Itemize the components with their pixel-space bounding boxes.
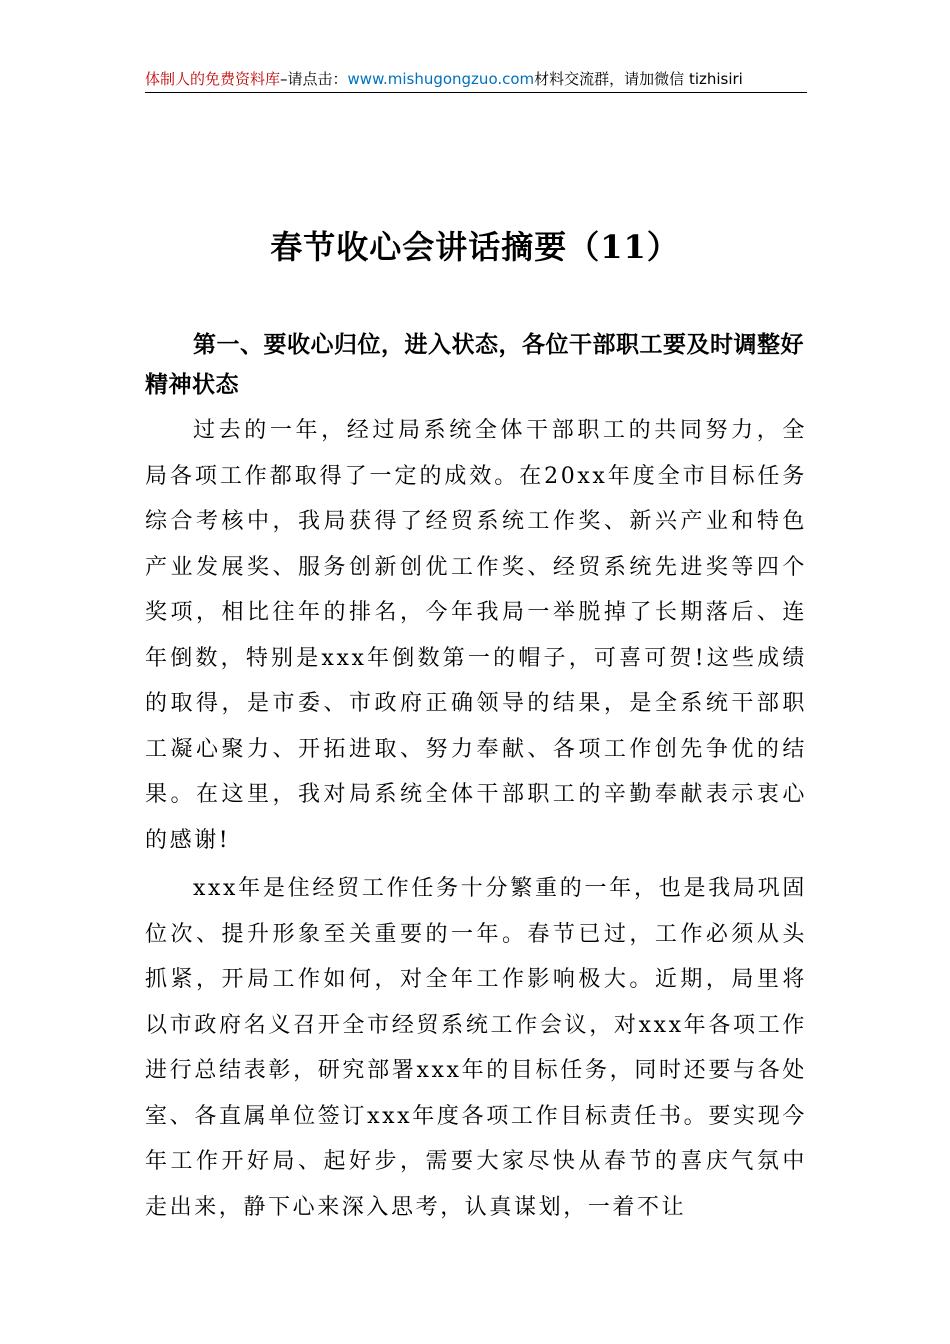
wechat-note: 材料交流群，请加微信 tizhisiri bbox=[534, 70, 743, 88]
page-header bbox=[145, 68, 807, 90]
site-name: 体制人的免费资料库 bbox=[145, 70, 281, 88]
body-paragraph-1: 过去的一年，经过局系统全体干部职工的共同努力，全局各项工作都取得了一定的成效。在20xx年度全市目标任务综合考核中，我局获得了经贸系统工作奖、新兴产业和特色产业发展奖、服务创新创优工作奖、经贸系统先进奖等四个奖项，相比往年的排名，今年我局一举脱掉了长期落后、连年倒数，特别是xxx年倒数第一的帽子，可喜可贺!这些成绩的取得，是市委、市政府正确领导的结果，是全系统干部职工凝心聚力、开拓进取、努力奉献、各项工作创先争优的结果。在这里，我对局系统全体干部职工的辛勤奉献表示衷心的感谢! bbox=[145, 418, 807, 853]
header-divider bbox=[145, 92, 807, 93]
document-body bbox=[145, 325, 807, 1233]
site-link[interactable]: www.mishugongzuo.com bbox=[347, 70, 535, 88]
body-paragraph-2: xxx年是住经贸工作任务十分繁重的一年，也是我局巩固位次、提升形象至关重要的一年。春节已过，工作必须从头抓紧，开局工作如何，对全年工作影响极大。近期，局里将以市政府名义召开全市经贸系统工作会议，对xxx年各项工作进行总结表彰，研究部署xxx年的目标任务，同时还要与各处室、各直属单位签订xxx年度各项工作目标责任书。要实现今年工作开好局、起好步，需要大家尽快从春节的喜庆气氛中走出来，静下心来深入思考，认真谋划，一着不让 bbox=[145, 876, 807, 1220]
document-title: 春节收心会讲话摘要（11） bbox=[270, 228, 680, 266]
section-heading: 第一、要收心归位，进入状态，各位干部职工要及时调整好精神状态 bbox=[145, 332, 804, 398]
click-prompt: –请点击： bbox=[280, 70, 348, 88]
